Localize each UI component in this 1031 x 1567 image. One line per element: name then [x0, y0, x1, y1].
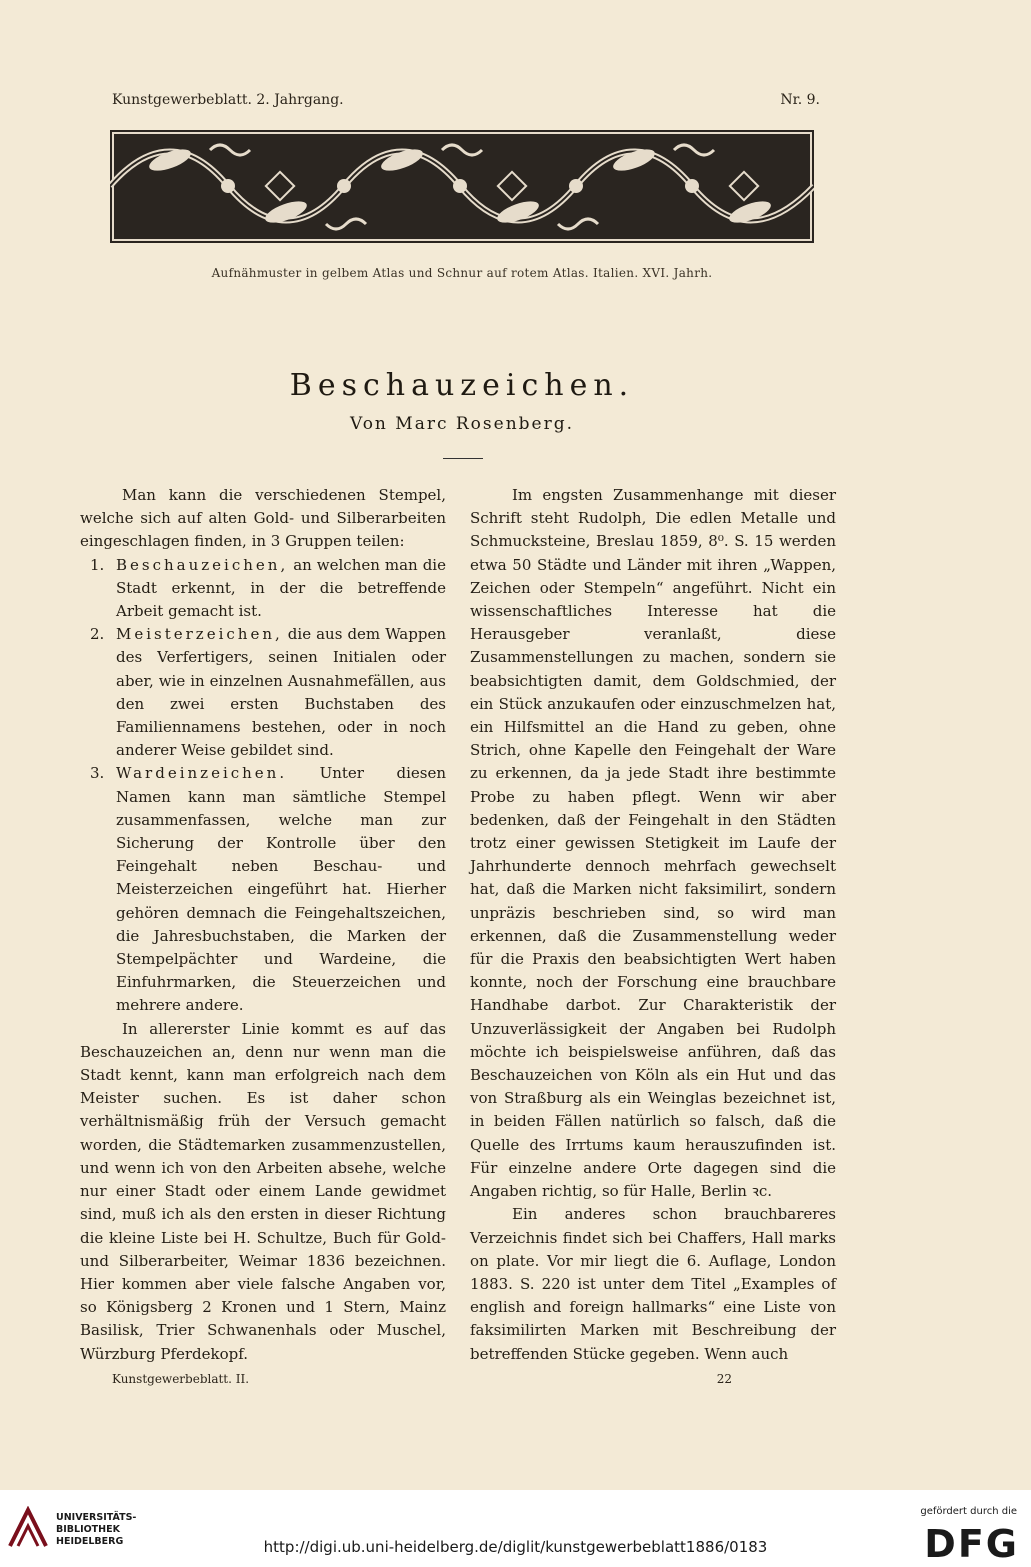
- sponsor-label: gefördert durch die: [920, 1506, 1017, 1517]
- list-item: [80, 762, 446, 1017]
- permalink-url[interactable]: http://digi.ub.uni-heidelberg.de/diglit/kunstgewerbeblatt1886/0183: [263, 1538, 768, 1556]
- list-term: Wardeinzeichen.: [116, 764, 288, 783]
- body-paragraph: In allererster Linie kommt es auf das Beschauzeichen an, denn nur wenn man die Stadt kennt, kann man erfolgreich nach dem Meister suchen. Es ist daher schon verhältnismäßig früh der Versuch gemacht worden, die Städtemarken zusammenzustellen, und wenn ich von den Arbeiten absehe, welche nur einer Stadt oder einem Lande gewidmet sind, muß ich als den ersten in dieser Richtung die kleine Liste bei H. Schultze, Buch für Gold- und Silberarbeiter, Weimar 1836 bezeichnen. Hier kommen aber viele falsche Angaben vor, so Königsberg 2 Kronen und 1 Stern, Mainz Basilisk, Trier Schwanenhals oder Muschel, Würzburg Pferdekopf.: [80, 1019, 446, 1363]
- intro-paragraph: Man kann die verschiedenen Stempel, welche sich auf alten Gold- und Silberarbeiten eingeschlagen finden, in 3 Gruppen teilen:: [80, 486, 446, 551]
- list-number: 2.: [90, 625, 105, 644]
- ornament-caption: Aufnähmuster in gelbem Atlas und Schnur auf rotem Atlas. Italien. XVI. Jahrh.: [211, 266, 713, 280]
- footer-journal: Kunstgewerbeblatt. II.: [112, 1372, 250, 1386]
- body-paragraph: Im engsten Zusammenhange mit dieser Schrift steht Rudolph, Die edlen Metalle und Schmucksteine, Breslau 1859, 8⁰. S. 15 werden etwa 50 Städte und Länder mit ihren „Wappen, Zeichen oder Stempeln“ angeführt. Nicht ein wissenschaftliches Interesse hat die Herausgeber veranlaßt, diese Zusammenstellungen zu machen, sondern sie beabsichtigten damit, dem Goldschmied, der ein Stück anzukaufen oder einzuschmelzen hat, ein Hilfsmittel an die Hand zu geben, ohne Strich, ohne Kapelle den Feingehalt der Ware zu erkennen, da ja jede Stadt ihre bestimmte Probe zu haben pflegt. Wenn wir aber bedenken, daß der Feingehalt in den Städten trotz einer gewissen Stetigkeit im Laufe der Jahrhunderte dennoch mehrfach gewechselt hat, daß die Marken nicht faksimilirt, sondern unpräzis beschrieben sind, so wird man erkennen, daß die Zusammenstellung weder für die Praxis den beabsichtigten Wert haben konnte, noch der Forschung eine brauchbare Handhabe darbot. Zur Charakteristik der Unzuverlässigkeit der Angaben bei Rudolph möchte ich beispielsweise anführen, daß das Beschauzeichen von Köln als ein Hut und das von Straßburg als ein Weinglas bezeichnet ist, in beiden Fällen natürlich so falsch, daß die Quelle des Irrtums kaum herauszufinden ist. Für einzelne andere Orte dagegen sind die Angaben richtig, so für Halle, Berlin ꝛc.: [470, 486, 836, 1201]
- issue-number: Nr. 9.: [780, 92, 820, 108]
- list-text: [116, 554, 446, 624]
- article-author: Von Marc Rosenberg.: [349, 414, 575, 434]
- running-head: [112, 92, 820, 108]
- list-description: Unter diesen Namen kann man sämtliche Stempel zusammenfassen, welche man zur Sicherung der Kontrolle über den Feingehalt neben Beschau- und Meisterzeichen eingeführt hat. Hierher gehören demnach die Feingehaltszeichen, die Jahresbuchstaben, die Marken der Stempelpächter und Wardeine, die Einfuhrmarken, die Steuerzeichen und mehrere andere.: [116, 764, 446, 1015]
- list-number: 3.: [90, 764, 105, 783]
- list-description: an welchen man die Stadt erkennt, in der die betreffende Arbeit gemacht ist.: [116, 555, 446, 621]
- body-paragraph: Ein anderes schon brauchbareres Verzeichnis findet sich bei Chaffers, Hall marks on plate. Vor mir liegt die 6. Auflage, London 1883. S. 220 ist unter dem Titel „Examples of english and foreign hallmarks“ eine Liste von faksimilirten Marken mit Beschreibung der betreffenden Stücke gegeben. Wenn auch: [470, 1205, 836, 1363]
- list-text: [116, 762, 446, 1017]
- list-description: die aus dem Wappen des Verfertigers, seinen Initialen oder aber, wie in einzelnen Ausnahmefällen, aus den zwei ersten Buchstaben des Familiennamens bestehen, oder in noch anderer Weise gebildet sind.: [116, 625, 446, 760]
- dfg-logo: DFG: [924, 1522, 1019, 1566]
- list-term: Beschauzeichen,: [116, 555, 289, 574]
- list-item: [80, 623, 446, 762]
- university-library-name: UNIVERSITÄTS- BIBLIOTHEK HEIDELBERG: [56, 1512, 137, 1547]
- article-title: Beschauzeichen.: [289, 368, 635, 403]
- list-term: Meisterzeichen,: [116, 625, 283, 644]
- list-number: 1.: [90, 555, 105, 574]
- page-number: 22: [716, 1372, 732, 1386]
- title-divider: [443, 458, 483, 459]
- journal-title: Kunstgewerbeblatt. 2. Jahrgang.: [112, 92, 344, 108]
- right-column: [470, 484, 836, 1366]
- list-item: [80, 554, 446, 624]
- left-column: [80, 484, 446, 1366]
- page-footer: [112, 1372, 732, 1386]
- list-text: [116, 623, 446, 762]
- ornament-illustration: [110, 130, 814, 243]
